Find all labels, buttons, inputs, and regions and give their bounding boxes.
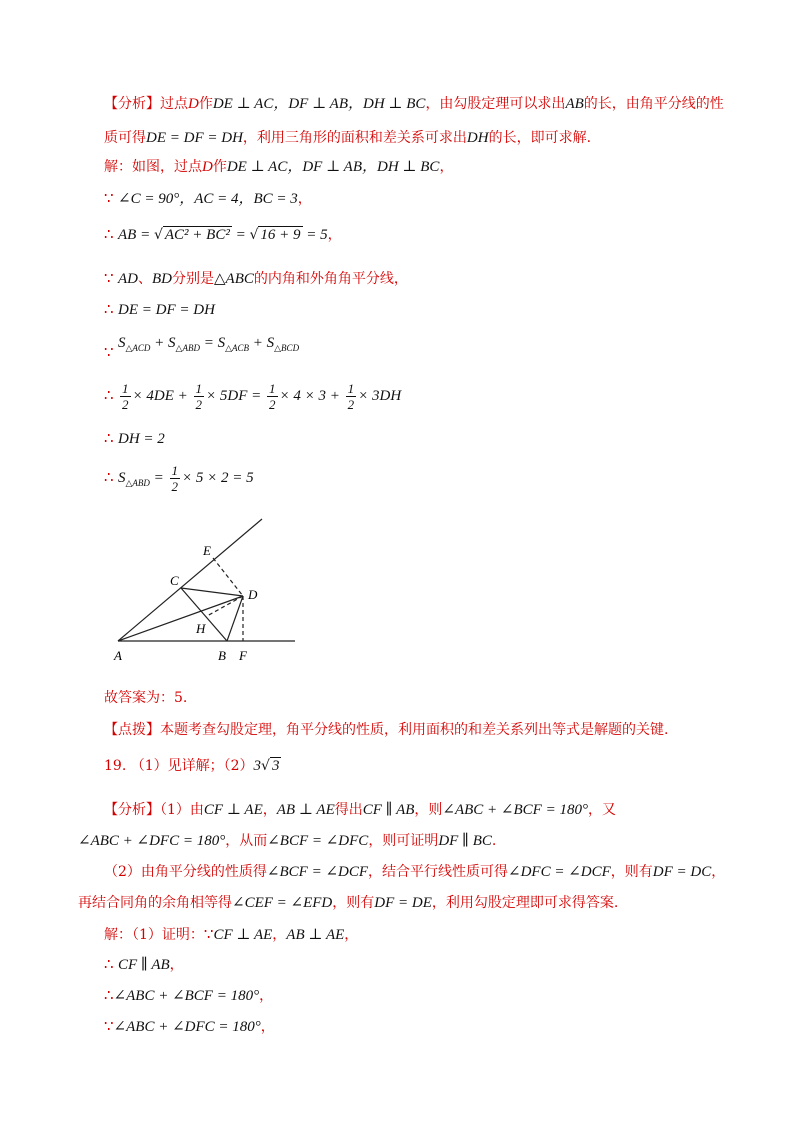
q18-solution-line-9: ∴ $S_{\triangle ABD}$ = $\frac{1}{2}$ × 5 × 2 = 5 xyxy=(104,462,254,494)
because-symbol: ∵ xyxy=(104,1017,114,1035)
q18-tip: 【点拨】本题考查勾股定理，角平分线的性质，利用面积的和差关系列出等式是解题的关键. xyxy=(104,722,669,738)
label-D: D xyxy=(248,587,258,602)
q19-analysis-line-2: ∠ABC + ∠DFC = 180°，从而∠BCF = ∠DFC，则可证明DF ∥ BC. xyxy=(78,833,497,849)
q19-analysis-line-4: 再结合同角的余角相等得∠CEF = ∠EFD，则有DF = DE，利用勾股定理即可求得答案. xyxy=(78,895,619,911)
q18-answer: 故答案为：5. xyxy=(104,690,188,706)
q18-solution-line-6: ∵ $S_{\triangle ACD} + S_{\triangle ABD} = S_{\triangle ACB} + S_{\triangle BCD}$ xyxy=(104,335,300,361)
therefore-symbol: ∴ xyxy=(104,300,114,318)
therefore-symbol: ∴ xyxy=(104,225,114,243)
segment-BD xyxy=(227,596,243,641)
ray-AE xyxy=(118,519,262,641)
q18-solution-line-7: ∴ $\frac{1}{2}$ × 4DE + $\frac{1}{2}$ × 5DF = $\frac{1}{2}$ × 4 × 3 + $\frac{1}{2}$ × 3DH xyxy=(104,380,402,412)
q18-solution-line-3: ∴ AB = √ AC² + BC² = √ 16 + 9 = 5， xyxy=(104,225,342,243)
q18-solution-line-5: ∴ DE = DF = DH xyxy=(104,300,215,318)
q19-analysis-line-1: 【分析】（1）由CF ⊥ AE，AB ⊥ AE得出CF ∥ AB，则∠ABC + ∠BCF = 180°，又 xyxy=(104,802,616,818)
q19-solution-line-3: ∴∠ABC + ∠BCF = 180°， xyxy=(104,986,274,1004)
analysis-tag: 【分析】 xyxy=(104,802,160,818)
q18-analysis-line-1: 【分析】过点D作DE ⊥ AC，DF ⊥ AB，DH ⊥ BC，由勾股定理可以求出AB的长，由角平分线的性 xyxy=(104,96,724,112)
q18-solution-line-4: ∵ AD、BD分别是△ABC的内角和外角角平分线， xyxy=(104,269,408,287)
q18-solution-line-1: 解：如图，过点D作DE ⊥ AC，DF ⊥ AB，DH ⊥ BC， xyxy=(104,159,454,175)
therefore-symbol: ∴ xyxy=(104,955,114,973)
label-H: H xyxy=(196,621,206,636)
segment-AD xyxy=(118,596,243,641)
segment-CD xyxy=(181,588,243,596)
label-C: C xyxy=(170,573,179,588)
label-F: F xyxy=(239,648,247,663)
q18-analysis-line-2: 质可得DE = DF = DH，利用三角形的面积和差关系可求出DH的长，即可求解. xyxy=(104,130,592,146)
label-E: E xyxy=(203,543,211,558)
geometry-figure xyxy=(110,515,310,665)
analysis-tag: 【分析】 xyxy=(104,96,160,112)
because-symbol: ∵ xyxy=(203,925,214,943)
label-A: A xyxy=(114,648,122,663)
therefore-symbol: ∴ xyxy=(104,429,114,447)
because-symbol: ∵ xyxy=(104,343,114,361)
q19-solution-line-4: ∵∠ABC + ∠DFC = 180°， xyxy=(104,1017,275,1035)
q19-analysis-line-3: （2）由角平分线的性质得∠BCF = ∠DCF，结合平行线性质可得∠DFC = ∠DCF，则有DF = DC， xyxy=(104,864,726,880)
therefore-symbol: ∴ xyxy=(104,386,114,404)
dashed-DH xyxy=(207,596,243,616)
q18-solution-line-2: ∵ ∠C = 90°，AC = 4，BC = 3， xyxy=(104,189,312,207)
q19-solution-line-2: ∴ CF ∥ AB， xyxy=(104,955,184,973)
q19-header: 19. （1）见详解；（2）3√ 3 xyxy=(104,758,280,774)
because-symbol: ∵ xyxy=(104,189,114,207)
tip-tag: 【点拨】 xyxy=(104,722,160,738)
q19-solution-line-1: 解：（1）证明：∵CF ⊥ AE，AB ⊥ AE， xyxy=(104,925,359,943)
because-symbol: ∵ xyxy=(104,269,114,287)
dashed-DE xyxy=(213,558,243,596)
therefore-symbol: ∴ xyxy=(104,986,114,1004)
therefore-symbol: ∴ xyxy=(104,468,114,486)
q18-solution-line-8: ∴ DH = 2 xyxy=(104,429,165,447)
label-B: B xyxy=(218,648,226,663)
